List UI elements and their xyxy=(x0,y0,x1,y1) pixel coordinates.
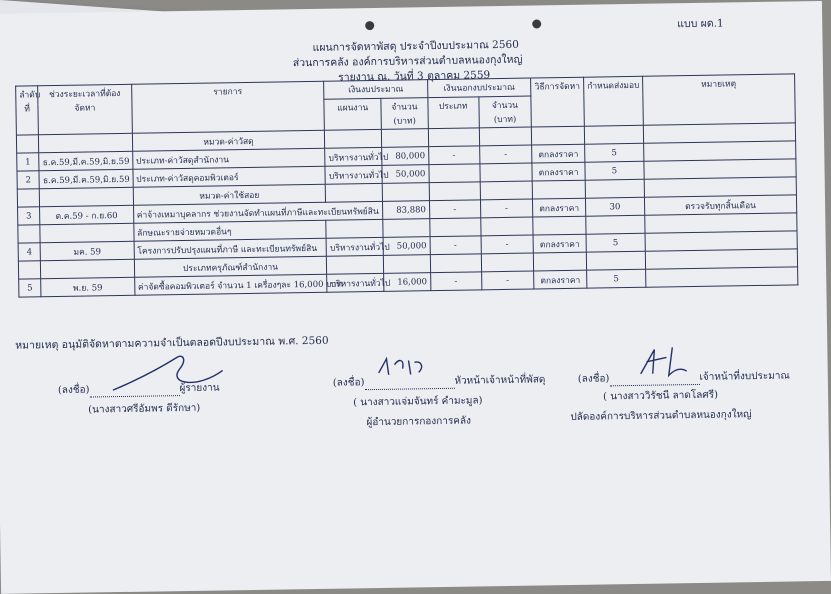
row-plan: บริหารงานทั่วไป xyxy=(327,273,384,292)
row-amount: 16,000 xyxy=(384,273,431,292)
row-remark xyxy=(645,231,797,251)
row-plan: บริหารงานทั่วไป xyxy=(326,237,383,256)
row-amount: 50,000 xyxy=(383,237,430,256)
header-method: วิธีการจัดหา xyxy=(531,77,584,127)
header-budget: เงินงบประมาณ xyxy=(324,80,428,100)
report-date: รายงาน ณ. วันที่ 3 ตุลาคม 2559 xyxy=(337,69,491,84)
header-items: รายการ xyxy=(131,81,324,133)
row-ob-amount: - xyxy=(481,271,534,290)
header-remark: หมายเหตุ xyxy=(642,74,795,125)
row-method: ตกลงราคา xyxy=(534,270,587,289)
row-method: ตกลงราคา xyxy=(532,144,585,163)
row-ob-amount: - xyxy=(480,199,533,218)
signature-extra-finance-director: ผู้อำนวยการกองการคลัง xyxy=(366,415,472,429)
row-no: 2 xyxy=(17,171,40,189)
row-item: ประเภท-ค่าวัสดุสำนักงาน xyxy=(132,148,325,169)
row-delivery: 5 xyxy=(587,269,646,288)
signature-role: เจ้าหน้าที่งบประมาณ xyxy=(699,370,790,383)
row-ob-type xyxy=(429,164,480,183)
section-heading: หมวด-ค่าใช้สอย xyxy=(133,184,326,205)
row-item: ค่าจัดซื้อคอมพิวเตอร์ จำนวน 1 เครื่องๆละ 16,000 บาท xyxy=(134,274,327,295)
punch-hole-left xyxy=(365,21,374,30)
header-offbudget-type: ประเภท xyxy=(428,97,479,129)
row-delivery: 5 xyxy=(585,161,644,180)
row-amount: 50,000 xyxy=(382,165,429,184)
row-period: ธ.ค.59,มี.ค.59,มิ.ย.59 xyxy=(39,169,133,188)
row-method: ตกลงราคา xyxy=(533,198,586,217)
row-ob-amount xyxy=(479,163,532,182)
row-period: มค. 59 xyxy=(40,241,134,260)
row-no: 5 xyxy=(19,279,42,297)
row-item: ลักษณะรายจ่ายหมวดอื่นๆ xyxy=(133,220,326,241)
row-amount: 83,880 xyxy=(383,201,430,220)
signature-prefix: (ลงชื่อ) xyxy=(332,377,365,389)
handwritten-signature-2 xyxy=(372,352,432,383)
row-period: ต.ค.59 - ก.ย.60 xyxy=(40,205,134,224)
punch-hole-right xyxy=(532,19,541,28)
approval-note: หมายเหตุ อนุมัติจัดหาตามความจำเป็นตลอดปีงบประมาณ พ.ศ. 2560 xyxy=(15,334,329,352)
row-ob-amount: - xyxy=(481,235,534,254)
header-seq: ลำดับที่ xyxy=(16,86,39,135)
row-no: 1 xyxy=(17,153,40,171)
signature-role: หัวหน้าเจ้าหน้าที่พัสดุ xyxy=(454,374,546,387)
handwritten-signature-3 xyxy=(632,343,693,384)
row-item: ประเภท-ค่าวัสดุคอมพิวเตอร์ xyxy=(133,166,326,187)
row-amount: 80,000 xyxy=(382,147,429,166)
row-ob-type: - xyxy=(430,236,481,255)
row-method: ตกลงราคา xyxy=(533,234,586,253)
row-ob-amount: - xyxy=(479,145,532,164)
row-method: ตกลงราคา xyxy=(532,162,585,181)
procurement-plan-table xyxy=(15,73,798,297)
signature-extra-chief-admin: ปลัดองค์การบริหารส่วนตำบลหนองกุงใหญ่ xyxy=(570,409,752,423)
row-remark xyxy=(645,267,797,287)
row-period: พ.ย. 59 xyxy=(41,277,135,296)
document-page xyxy=(0,1,831,594)
row-no: 3 xyxy=(18,207,41,225)
header-budget-amount: จำนวน (บาท) xyxy=(381,98,428,130)
signature-name-supplies-head: ( นางสาวแจ่มจันทร์ คำมะมูล) xyxy=(353,395,483,409)
signature-prefix: (ลงชื่อ) xyxy=(57,384,90,397)
document-title: แผนการจัดหาพัสดุ ประจำปีงบประมาณ 2560 xyxy=(312,38,519,54)
signature-name-reporter: (นางสาวศรีอัมพร ดีรักษา) xyxy=(88,402,201,416)
row-remark xyxy=(643,141,795,161)
department-name: ส่วนการคลัง องค์การบริหารส่วนตำบลหนองกุงใหญ่ xyxy=(292,53,523,70)
row-delivery: 5 xyxy=(585,143,644,162)
header-offbudget: เงินนอกงบประมาณ xyxy=(427,78,531,98)
signature-prefix: (ลงชื่อ) xyxy=(577,373,610,385)
row-item: ค่าจ้างเหมาบุคลากร ช่วยงานจัดทำแผนที่ภาษีและทะเบียนทรัพย์สิน xyxy=(133,201,383,223)
row-no: 4 xyxy=(18,243,41,261)
handwritten-signature-1 xyxy=(107,348,228,400)
header-schedule: กำหนดส่งมอบ xyxy=(584,76,644,126)
row-plan: บริหารงานทั่วไป xyxy=(325,147,382,166)
row-ob-type: - xyxy=(428,146,479,165)
signature-block-supplies-head xyxy=(333,372,546,390)
signature-name-budget-officer: ( นางสาววิรัชนี ลาดโลศรี) xyxy=(603,389,719,403)
section-heading: ประเภทครุภัณฑ์สำนักงาน xyxy=(134,256,327,277)
row-plan: บริหารงานทั่วไป xyxy=(325,165,382,184)
signature-role: ผู้รายงาน xyxy=(179,382,220,395)
row-period: ธ.ค.59,มี.ค.59,มิ.ย.59 xyxy=(39,151,133,170)
row-delivery: 30 xyxy=(585,197,644,216)
header-budget-plan: แผนงาน xyxy=(324,98,381,130)
row-delivery: 5 xyxy=(586,233,645,252)
header-period: ช่วงระยะเวลาที่ต้องจัดหา xyxy=(38,84,132,134)
section-heading: หมวด-ค่าวัสดุ xyxy=(132,130,325,151)
row-remark: ตรวจรับทุกสิ้นเดือน xyxy=(644,195,796,215)
row-remark xyxy=(644,159,796,179)
header-offbudget-amount: จำนวน (บาท) xyxy=(478,96,531,128)
form-code: แบบ ผด.1 xyxy=(677,17,724,31)
row-ob-type: - xyxy=(430,272,481,291)
row-ob-type: - xyxy=(429,200,480,219)
row-item: โครงการปรับปรุงแผนที่ภาษี และทะเบียนทรัพย์สิน xyxy=(134,238,327,259)
